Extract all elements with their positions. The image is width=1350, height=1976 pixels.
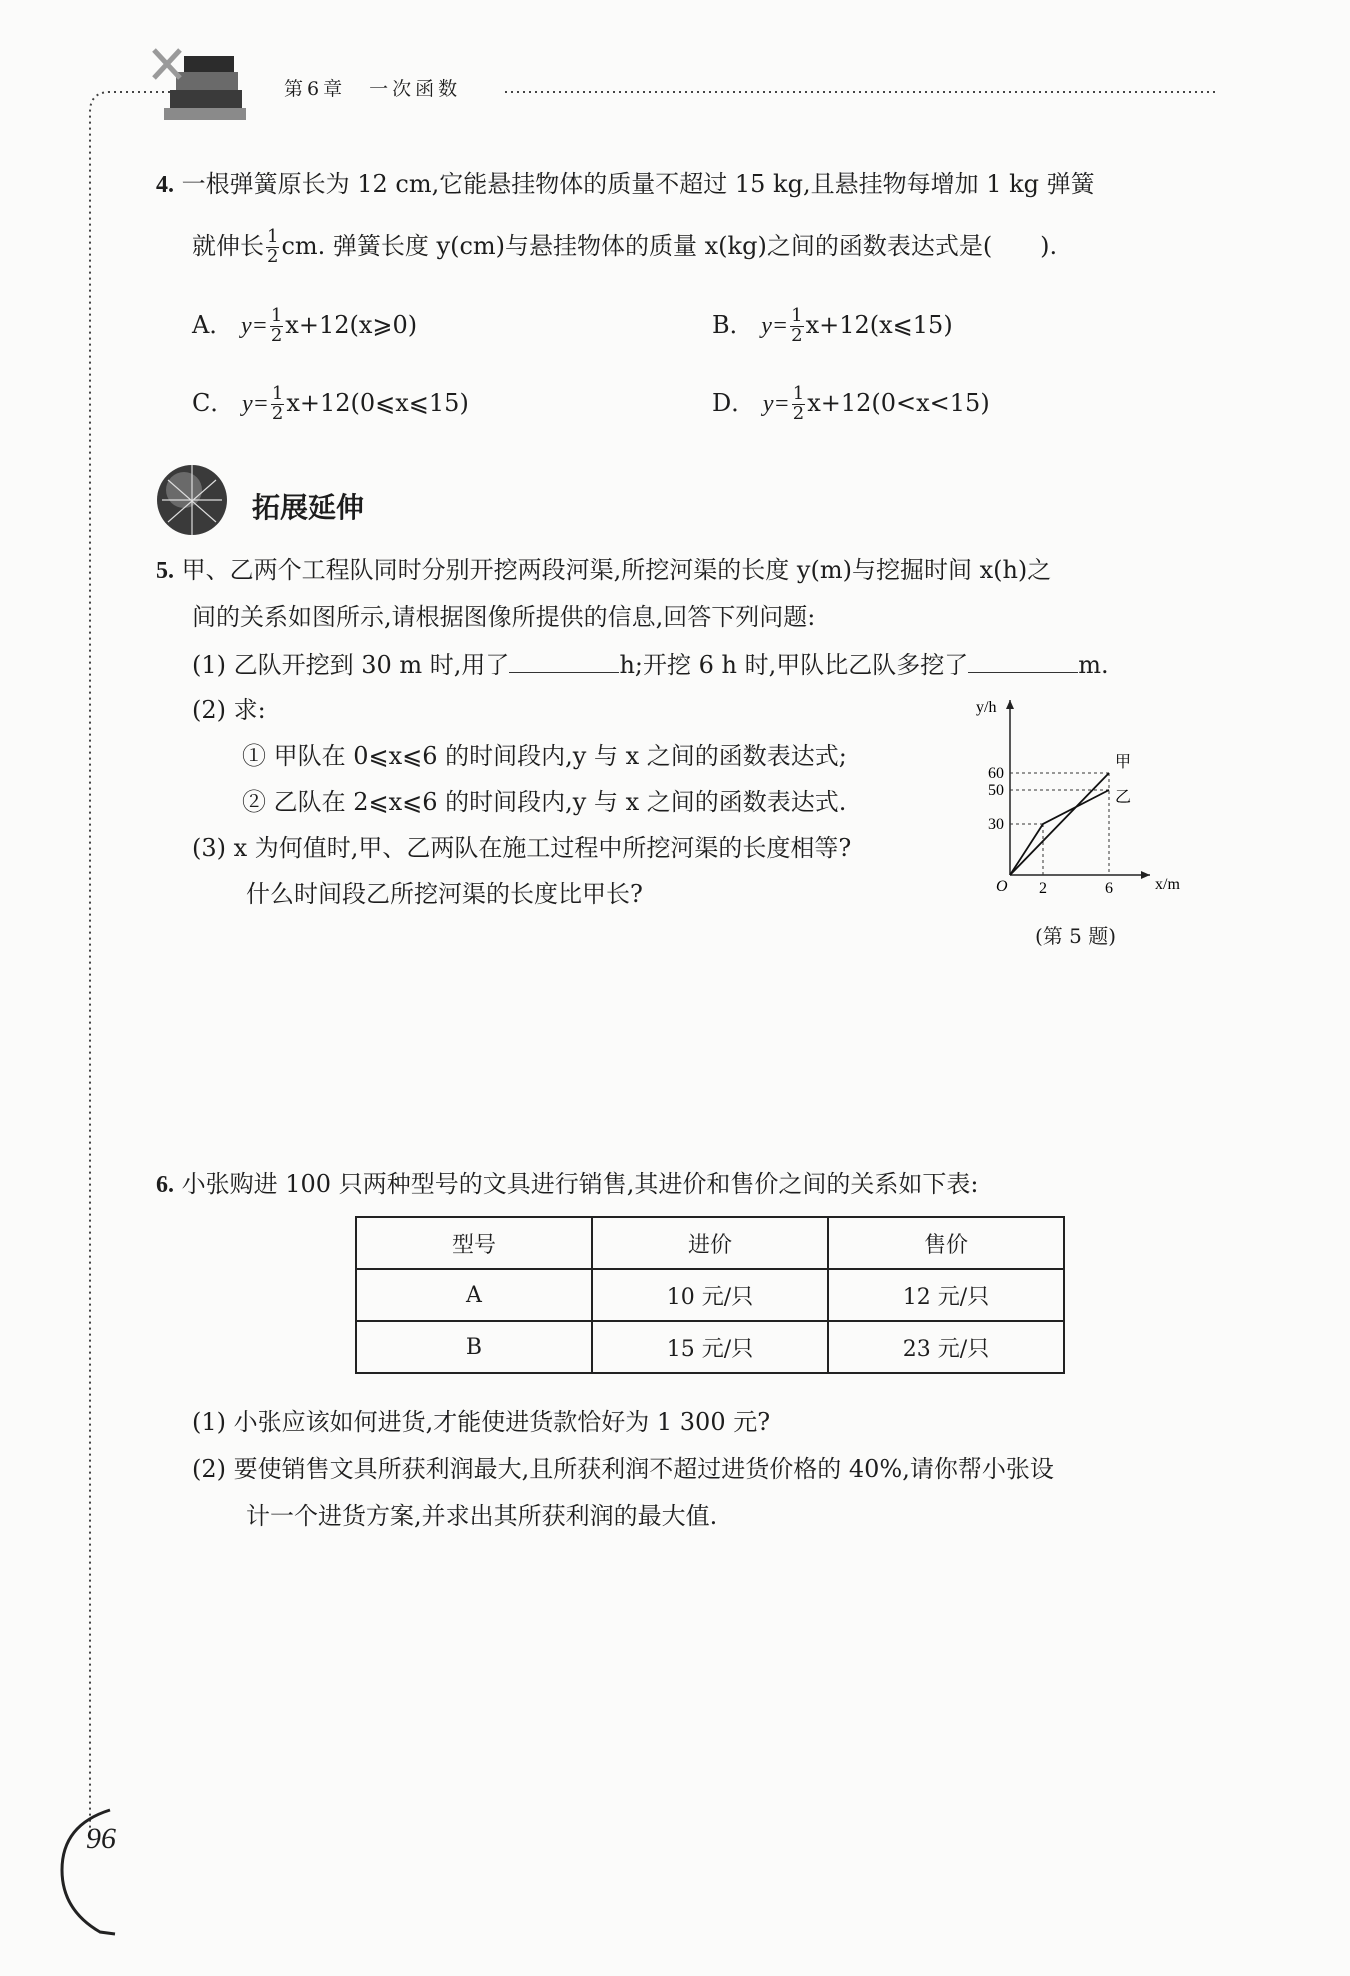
question-number: 4. — [156, 172, 174, 198]
numerator: 1 — [271, 383, 284, 404]
fraction — [790, 307, 803, 346]
question-6-part1: (1) 小张应该如何进货,才能使进货款恰好为 1 300 元? — [192, 1408, 771, 1436]
question-text: 一根弹簧原长为 12 cm,它能悬挂物体的质量不超过 15 kg,且悬挂物每增加 1 kg 弹簧 — [181, 170, 1095, 198]
text-segment: cm. 弹簧长度 y(cm)与悬挂物体的质量 x(kg)之间的函数表达式是( ). — [281, 231, 1058, 260]
question-5-part2-sub1: ① 甲队在 0⩽x⩽6 的时间段内,y 与 x 之间的函数表达式; — [242, 742, 847, 770]
numerator: 1 — [270, 305, 283, 326]
option-d[interactable] — [712, 385, 990, 424]
table-header-cell: 进价 — [592, 1217, 828, 1269]
question-5-line2: 间的关系如图所示,请根据图像所提供的信息,回答下列问题: — [192, 603, 816, 631]
question-5-line1 — [156, 558, 1051, 583]
line-chart — [960, 690, 1200, 910]
denominator: 2 — [267, 245, 279, 267]
table-header-cell: 型号 — [356, 1217, 592, 1269]
question-6-part2-line2: 计一个进货方案,并求出其所获利润的最大值. — [246, 1502, 718, 1530]
y-tick-label: 30 — [988, 816, 1004, 833]
numerator: 1 — [792, 383, 805, 404]
option-expr: y= — [761, 312, 789, 339]
question-text: 小张购进 100 只两种型号的文具进行销售,其进价和售价之间的关系如下表: — [181, 1170, 979, 1198]
option-expr: y= — [240, 312, 268, 339]
answer-blank[interactable] — [509, 652, 619, 673]
option-expr: x+12(x⩾0) — [285, 310, 418, 339]
question-6-part2-line1: (2) 要使销售文具所获利润最大,且所获利润不超过进货价格的 40%,请你帮小张设 — [192, 1455, 1054, 1483]
table-cell: 10 元/只 — [592, 1269, 828, 1321]
question-6-line1 — [156, 1172, 978, 1197]
question-5-part3-line2: 什么时间段乙所挖河渠的长度比甲长? — [246, 880, 643, 908]
table-cell: 15 元/只 — [592, 1321, 828, 1373]
table-header-cell: 售价 — [828, 1217, 1064, 1269]
books-logo-icon — [150, 48, 255, 128]
denominator: 2 — [270, 324, 283, 346]
x-axis-arrow — [1141, 871, 1150, 879]
option-expr: y= — [242, 390, 269, 417]
question-5-part2: (2) 求: — [192, 696, 266, 724]
globe-icon — [152, 460, 232, 540]
series-label: 甲 — [1115, 752, 1132, 771]
option-label: A． — [192, 310, 234, 339]
origin-label: O — [996, 878, 1008, 895]
option-label: D． — [712, 388, 756, 417]
x-axis-label: x/m — [1155, 876, 1180, 893]
chapter-title: 第6章 一次函数 — [284, 78, 462, 100]
x-tick-label: 6 — [1105, 880, 1113, 897]
y-axis-arrow — [1006, 700, 1014, 709]
x-tick-label: 2 — [1039, 880, 1047, 897]
denominator: 2 — [792, 402, 805, 424]
question-5-part3-line1: (3) x 为何值时,甲、乙两队在施工过程中所挖河渠的长度相等? — [192, 834, 852, 862]
table-row — [356, 1269, 1064, 1321]
denominator: 2 — [271, 402, 284, 424]
price-table — [355, 1216, 1065, 1374]
option-b[interactable] — [712, 307, 953, 346]
figure-caption: (第 5 题) — [1035, 924, 1117, 948]
fraction — [271, 385, 284, 424]
text-segment: m. — [1078, 651, 1109, 679]
question-number: 5. — [156, 558, 174, 584]
numerator: 1 — [267, 226, 279, 247]
table-cell: B — [356, 1321, 592, 1373]
table-row — [356, 1321, 1064, 1373]
question-text: 甲、乙两个工程队同时分别开挖两段河渠,所挖河渠的长度 y(m)与挖掘时间 x(h)之 — [181, 556, 1052, 584]
series-line-2 — [1010, 790, 1109, 875]
question-number: 6. — [156, 1172, 174, 1198]
option-expr: x+12(0<x<15) — [807, 388, 990, 417]
y-tick-label: 50 — [988, 782, 1004, 799]
table-header-row — [356, 1217, 1064, 1269]
option-label: B． — [712, 310, 754, 339]
option-expr: x+12(x⩽15) — [805, 310, 953, 339]
question-5-part2-sub2: ② 乙队在 2⩽x⩽6 的时间段内,y 与 x 之间的函数表达式. — [242, 788, 847, 816]
page-number: 96 — [86, 1822, 116, 1855]
y-tick-label: 60 — [988, 765, 1004, 782]
section-title: 拓展延伸 — [252, 491, 365, 524]
text-segment: 就伸长 — [192, 231, 264, 260]
option-c[interactable] — [192, 385, 469, 424]
table-cell: 23 元/只 — [828, 1321, 1064, 1373]
option-label: C． — [192, 388, 235, 417]
fraction — [270, 307, 283, 346]
fraction — [792, 385, 805, 424]
series-label: 乙 — [1115, 787, 1132, 806]
fraction — [266, 228, 279, 267]
denominator: 2 — [791, 324, 803, 346]
question-4-line1 — [156, 172, 1095, 197]
question-4-line2 — [192, 228, 1057, 267]
option-a[interactable] — [192, 307, 417, 346]
table-cell: A — [356, 1269, 592, 1321]
text-segment: (1) 乙队开挖到 30 m 时,用了 — [192, 651, 510, 679]
answer-blank[interactable] — [968, 652, 1078, 673]
numerator: 1 — [791, 305, 803, 326]
y-axis-label: y/h — [976, 699, 997, 716]
table-cell: 12 元/只 — [828, 1269, 1064, 1321]
option-expr: x+12(0⩽x⩽15) — [286, 388, 469, 417]
text-segment: h;开挖 6 h 时,甲队比乙队多挖了 — [619, 651, 969, 679]
option-expr: y= — [762, 390, 790, 417]
question-5-part1 — [192, 652, 1109, 677]
